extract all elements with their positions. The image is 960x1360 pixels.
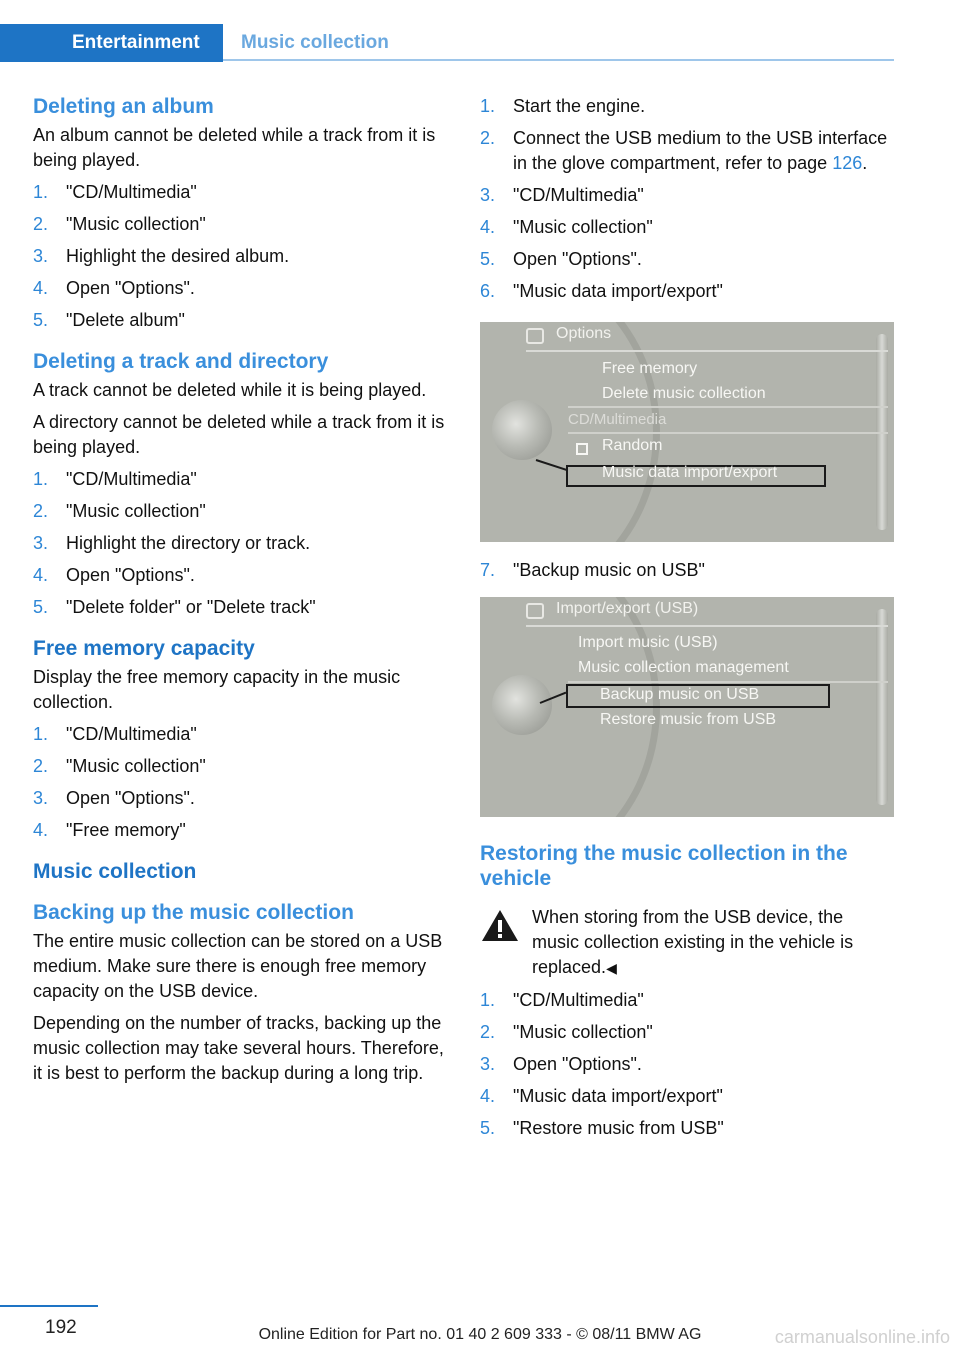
step-number: 4. [33,820,49,840]
step-number: 2. [33,756,49,776]
list-item [480,1084,894,1109]
step-text: "Music collection" [66,756,206,776]
list-item [480,1020,894,1045]
step-text: Open "Options". [513,249,642,269]
title-divider [526,625,888,627]
list-item [480,1116,894,1141]
options-icon [526,328,544,344]
step-text: Highlight the desired album. [66,246,290,266]
heading-music-collection: Music collection [33,860,197,883]
step-number: 5. [480,249,496,269]
paragraph: A directory cannot be deleted while a track from it is being played. [33,412,445,457]
list-item [480,183,894,208]
list-item [33,308,445,333]
step-text: "CD/Multimedia" [66,724,197,744]
step-number: 2. [33,214,49,234]
steps-deleting-album [33,180,445,333]
section-tab[interactable]: Music collection [241,32,389,53]
left-column [33,94,445,1093]
list-item [33,212,445,237]
step-text: "CD/Multimedia" [513,185,644,205]
screen-title: Import/export (USB) [556,600,699,617]
step-text: "Restore music from USB" [513,1118,724,1138]
step-text: "Music data import/export" [513,281,723,301]
steps-deleting-track [33,467,445,620]
list-item [33,276,445,301]
step-number: 3. [33,788,49,808]
paragraph: A track cannot be deleted while it is being played. [33,380,427,400]
step-number: 6. [480,281,496,301]
steps-free-memory [33,722,445,843]
list-item [33,754,445,779]
heading-free-memory: Free memory capacity [33,637,255,660]
heading-deleting-album: Deleting an album [33,95,214,118]
step-text: "Music collection" [66,501,206,521]
header-rule [223,59,894,61]
step-text: "Free memory" [66,820,186,840]
list-item [33,180,445,205]
list-item [33,531,445,556]
warning-text [532,905,894,981]
steps-backup [480,94,894,304]
step-text: Highlight the directory or track. [66,533,311,553]
step-text: Open "Options". [513,1054,642,1074]
list-item [33,786,445,811]
step-text: Start the engine. [513,96,646,116]
group-divider [568,681,888,683]
warning-body: When storing from the USB device, the music collection existing in the vehicle is replaced. [532,907,854,977]
step-number: 5. [33,310,49,330]
list-item [33,499,445,524]
page-number: 192 [45,1317,77,1338]
right-column [480,94,894,1148]
list-item [33,722,445,747]
group-divider [568,432,888,434]
options-menu-screenshot [480,322,894,542]
heading-backing-up: Backing up the music collection [33,901,354,924]
watermark: carmanualsonline.info [774,1327,950,1347]
page-reference-link[interactable]: 126 [832,153,863,173]
footer-rule [0,1305,98,1307]
step-number: 1. [33,469,49,489]
menu-item-collection-management: Music collection management [578,659,789,676]
screen-title: Options [556,325,612,342]
list-item [33,467,445,492]
step-text: Open "Options". [66,788,195,808]
import-export-screenshot [480,597,894,817]
step-text: "Backup music on USB" [513,560,705,580]
scroll-bar [876,609,888,805]
step-number: 3. [33,533,49,553]
list-item [480,558,894,583]
step-text: "Music collection" [513,1022,653,1042]
step-text: "CD/Multimedia" [513,990,644,1010]
list-item [480,279,894,304]
paragraph: The entire music collection can be stored on a USB medium. Make sure there is enough free memory capacity on the USB device. [33,931,443,1001]
list-item [480,215,894,240]
menu-item-import-music: Import music (USB) [578,634,718,651]
warning-note [480,905,894,981]
step-text: Open "Options". [66,565,195,585]
step-number: 4. [480,1086,496,1106]
step-number: 2. [480,128,496,148]
list-item [33,818,445,843]
step-number: 1. [33,182,49,202]
step-number: 5. [33,597,49,617]
list-item [33,563,445,588]
step-number: 1. [480,96,496,116]
menu-group-label: CD/Multimedia [568,411,667,428]
controller-knob-icon [492,400,552,460]
list-item [480,247,894,272]
step-text-end: . [862,153,868,173]
step-number: 4. [33,565,49,585]
list-item [480,94,894,119]
step-number: 5. [480,1118,496,1138]
heading-restoring: Restoring the music collection in the vehicle [480,842,848,890]
step-number: 2. [33,501,49,521]
steps-restoring [480,988,894,1141]
step-number: 3. [480,1054,496,1074]
controller-knob-icon [492,675,552,735]
step-number: 2. [480,1022,496,1042]
group-divider [568,406,888,408]
list-item [33,595,445,620]
page-header [0,24,894,62]
step-text: "Delete album" [66,310,185,330]
paragraph: An album cannot be deleted while a track from it is being played. [33,125,436,170]
step-number: 1. [33,724,49,744]
menu-item-backup-usb: Backup music on USB [600,686,760,703]
list-item [480,1052,894,1077]
step-text: "Music collection" [66,214,206,234]
menu-item-delete-collection: Delete music collection [602,385,766,402]
warning-icon [480,907,520,943]
step-text: Connect the USB medium to the USB interface in the glove compartment, refer to page [513,128,888,173]
step-text: "Music collection" [513,217,653,237]
list-item [33,244,445,269]
footer-edition: Online Edition for Part no. 01 40 2 609 333 - © 08/11 BMW AG [258,1326,702,1343]
step-number: 1. [480,990,496,1010]
heading-deleting-track: Deleting a track and directory [33,350,329,373]
chapter-tab[interactable]: Entertainment [72,32,200,53]
import-export-icon [526,603,544,619]
checkbox-icon [576,443,588,455]
paragraph: Display the free memory capacity in the music collection. [33,667,401,712]
paragraph: Depending on the number of tracks, backing up the music collection may take several hours. Therefore, it is best to perform the backup during a long trip. [33,1013,444,1083]
list-item [480,988,894,1013]
step-number: 3. [33,246,49,266]
step-text: "Music data import/export" [513,1086,723,1106]
step-number: 3. [480,185,496,205]
step-number: 4. [480,217,496,237]
step-text: "CD/Multimedia" [66,469,197,489]
step-text: Open "Options". [66,278,195,298]
end-marker-icon: ◀ [606,960,617,976]
menu-item-import-export: Music data import/export [602,464,778,481]
list-item [480,126,894,176]
steps-backup-cont [480,558,894,583]
title-divider [526,350,888,352]
menu-item-restore-usb: Restore music from USB [600,711,777,728]
menu-item-free-memory: Free memory [602,360,698,377]
step-number: 7. [480,560,496,580]
step-number: 4. [33,278,49,298]
step-text: "Delete folder" or "Delete track" [66,597,316,617]
menu-item-random: Random [602,437,663,454]
step-text: "CD/Multimedia" [66,182,197,202]
